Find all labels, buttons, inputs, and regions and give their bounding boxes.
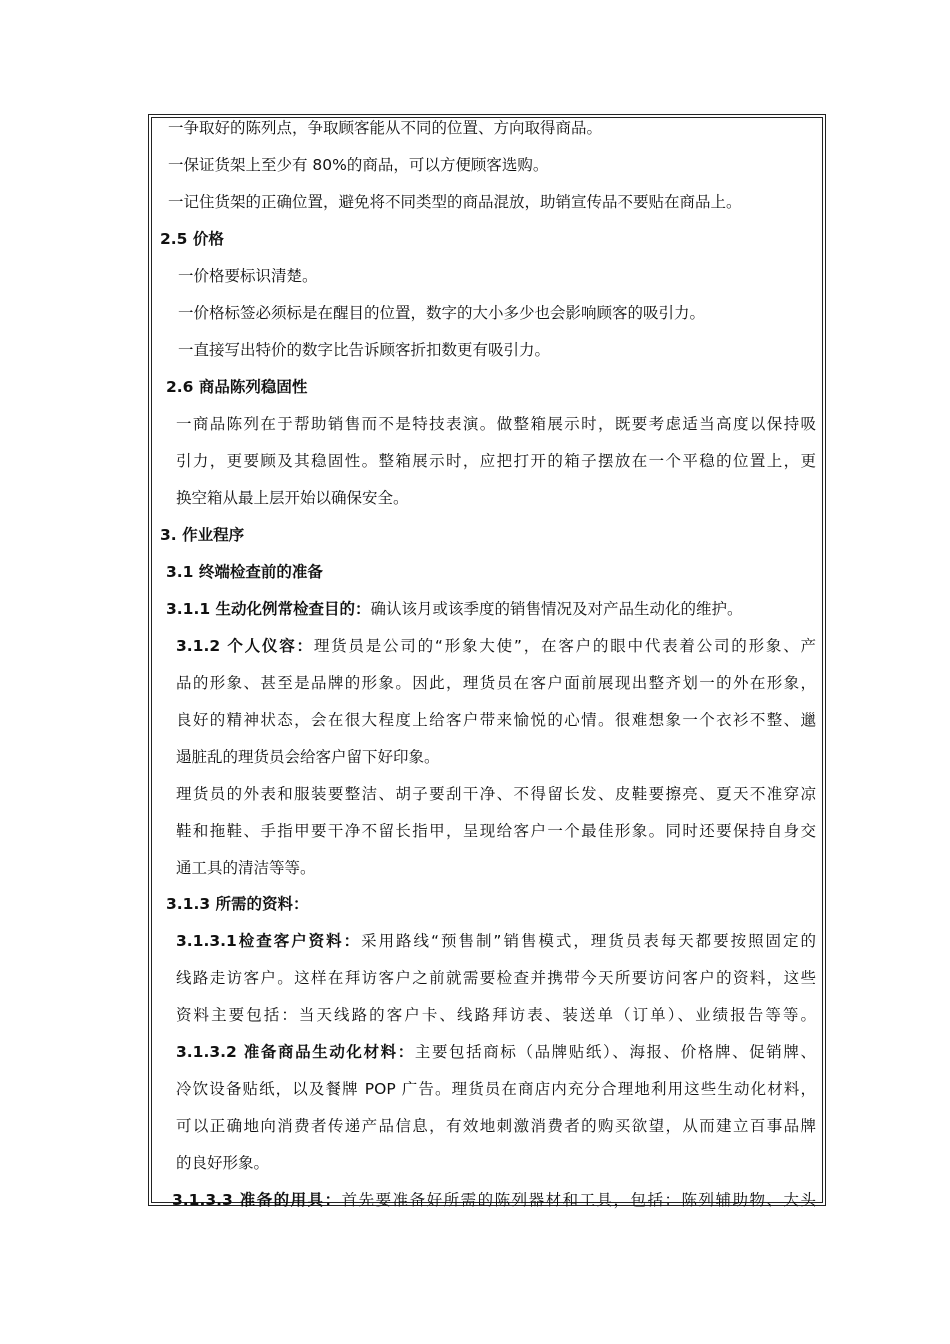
text-line: 资料主要包括：当天线路的客户卡、线路拜访表、装送单（订单）、业绩报告等等。 bbox=[176, 1006, 816, 1024]
inline-text: 采用路线“预售制”销售模式，理货员表每天都要按照固定的 bbox=[361, 932, 817, 950]
section-heading: 2.6 商品陈列稳固性 bbox=[166, 378, 308, 396]
inline-text: 理货员是公司的“形象大使”，在客户的眼中代表着公司的形象、产 bbox=[313, 637, 816, 655]
inline-text: 确认该月或该季度的销售情况及对产品生动化的维护。 bbox=[370, 600, 743, 618]
inline-heading: 3.1.3.2 准备商品生动化材料： bbox=[176, 1043, 415, 1061]
section-heading: 3. 作业程序 bbox=[160, 526, 245, 544]
inline-heading: 3.1.3.3 准备的用具： bbox=[172, 1191, 342, 1209]
text-line: 一争取好的陈列点，争取顾客能从不同的位置、方向取得商品。 bbox=[168, 119, 603, 137]
text-line: 理货员的外表和服装要整洁、胡子要刮干净、不得留长发、皮鞋要擦亮、夏天不准穿凉 bbox=[176, 785, 816, 803]
text-line: 通工具的清洁等等。 bbox=[176, 859, 316, 877]
text-line: 冷饮设备贴纸，以及餐牌 POP 广告。理货员在商店内充分合理地利用这些生动化材料， bbox=[176, 1080, 816, 1098]
inline-heading: 3.1.3.1检查客户资料： bbox=[176, 932, 362, 950]
text-line: 的良好形象。 bbox=[176, 1154, 270, 1172]
text-line bbox=[172, 1190, 816, 1210]
text-line: 一记住货架的正确位置，避免将不同类型的商品混放，助销宣传品不要贴在商品上。 bbox=[168, 193, 742, 211]
text-line: 一价格标签必须标是在醒目的位置，数字的大小多少也会影响顾客的吸引力。 bbox=[178, 304, 706, 322]
inline-text: 首先要准备好所需的陈列器材和工具，包括：陈列辅助物、大头 bbox=[341, 1191, 816, 1209]
text-line: 良好的精神状态，会在很大程度上给客户带来愉悦的心情。很难想象一个衣衫不整、邋 bbox=[176, 711, 816, 729]
inline-heading: 3.1.1 生动化例常检查目的： bbox=[166, 600, 371, 618]
section-heading: 3.1 终端检查前的准备 bbox=[166, 563, 323, 581]
section-heading: 2.5 价格 bbox=[160, 230, 224, 248]
inline-text: 主要包括商标（品牌贴纸）、海报、价格牌、促销牌、 bbox=[414, 1043, 816, 1061]
text-line: 线路走访客户。这样在拜访客户之前就需要检查并携带今天所要访问客户的资料，这些 bbox=[176, 969, 816, 987]
text-line bbox=[176, 931, 816, 951]
text-line bbox=[176, 1042, 816, 1062]
text-line: 可以正确地向消费者传递产品信息，有效地刺激消费者的购买欲望，从而建立百事品牌 bbox=[176, 1117, 816, 1135]
text-line: 遢脏乱的理货员会给客户留下好印象。 bbox=[176, 748, 440, 766]
text-line: 鞋和拖鞋、手指甲要干净不留长指甲，呈现给客户一个最佳形象。同时还要保持自身交 bbox=[176, 822, 816, 840]
text-line: 一价格要标识清楚。 bbox=[178, 267, 318, 285]
inline-heading: 3.1.2 个人仪容： bbox=[176, 637, 314, 655]
text-line: 一商品陈列在于帮助销售而不是特技表演。做整箱展示时，既要考虑适当高度以保持吸 bbox=[176, 415, 816, 433]
text-line: 一直接写出特价的数字比告诉顾客折扣数更有吸引力。 bbox=[178, 341, 551, 359]
text-line bbox=[176, 636, 816, 656]
text-line: 品的形象、甚至是品牌的形象。因此，理货员在客户面前展现出整齐划一的外在形象， bbox=[176, 674, 816, 692]
text-line: 一保证货架上至少有 80%的商品，可以方便顾客选购。 bbox=[168, 156, 549, 174]
text-line: 引力，更要顾及其稳固性。整箱展示时，应把打开的箱子摆放在一个平稳的位置上，更 bbox=[176, 452, 816, 470]
section-heading: 3.1.3 所需的资料： bbox=[166, 895, 309, 913]
text-line: 换空箱从最上层开始以确保安全。 bbox=[176, 489, 409, 507]
text-line bbox=[166, 599, 743, 619]
